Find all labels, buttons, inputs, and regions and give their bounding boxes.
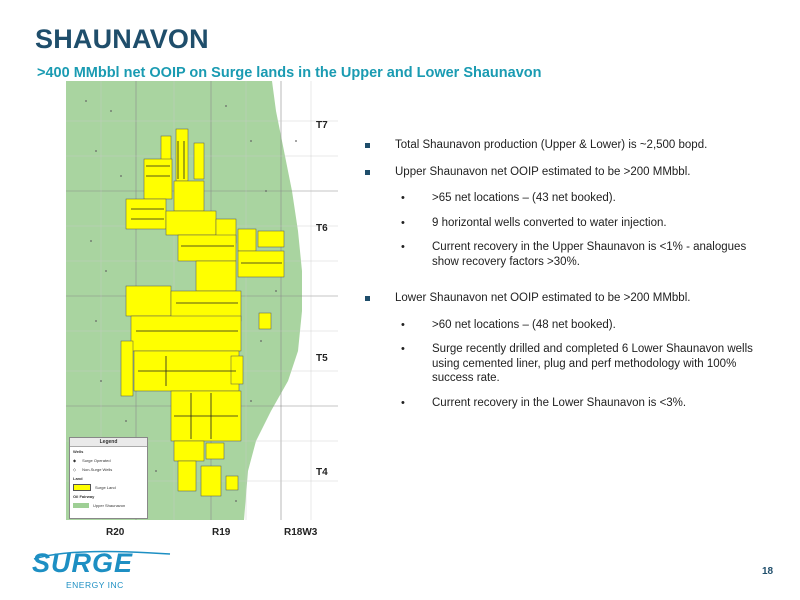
bullet-item: Upper Shaunavon net OOIP estimated to be >200 MMbbl. xyxy=(365,165,765,180)
well-symbol-icon: ◇ xyxy=(73,467,77,472)
swatch-surge-land xyxy=(73,484,91,491)
dot-bullet-icon: • xyxy=(401,241,405,253)
range-label: R20 xyxy=(106,527,125,538)
swatch-upper-shaunavon xyxy=(73,503,89,508)
dot-bullet-icon: • xyxy=(401,343,405,355)
square-bullet-icon xyxy=(365,296,370,301)
slide-subtitle: >400 MMbbl net OOIP on Surge lands in the Upper and Lower Shaunavon xyxy=(37,65,542,81)
logo-subtitle: ENERGY INC xyxy=(66,580,124,590)
legend-item: Upper Shaunavon xyxy=(70,501,147,510)
page-number: 18 xyxy=(762,566,774,577)
legend-item: ◇ Non-Surge Wells xyxy=(73,467,113,472)
legend-title: Legend xyxy=(70,438,147,447)
square-bullet-icon xyxy=(365,170,370,175)
township-label: T7 xyxy=(316,120,328,131)
township-label: T5 xyxy=(316,353,328,364)
surge-logo xyxy=(32,548,134,590)
dot-bullet-icon: • xyxy=(401,318,405,331)
logo-swoosh-icon xyxy=(32,550,172,560)
range-label: R19 xyxy=(212,527,231,538)
bullet-item: Total Shaunavon production (Upper & Lower) is ~2,500 bopd. xyxy=(365,138,765,153)
sub-bullet-item: • Surge recently drilled and completed 6 Lower Shaunavon wells using cemented liner, plug and perf methodology with 100% success rate. xyxy=(401,343,753,384)
legend-heading: Wells xyxy=(73,449,84,454)
sub-bullet-item: • Current recovery in the Lower Shaunavon is <3%. xyxy=(401,396,687,409)
range-label: R18W3 xyxy=(284,527,318,538)
township-label: T6 xyxy=(316,223,328,234)
sub-bullet-item: • Current recovery in the Upper Shaunavon is <1% - analogues show recovery factors >30%. xyxy=(401,241,747,268)
logo-wordmark: SURGE xyxy=(32,548,134,578)
bullet-item: Lower Shaunavon net OOIP estimated to be >200 MMbbl. xyxy=(365,291,765,306)
legend-item: ◆ Surge Operated xyxy=(73,458,111,463)
township-label: T4 xyxy=(316,467,328,478)
square-bullet-icon xyxy=(365,143,370,148)
dot-bullet-icon: • xyxy=(401,396,405,409)
map-legend xyxy=(69,437,148,519)
well-symbol-icon: ◆ xyxy=(73,458,77,463)
legend-heading: Oil Fairway xyxy=(73,494,95,499)
legend-heading: Land xyxy=(73,476,83,481)
sub-bullet-item: • >60 net locations – (48 net booked). xyxy=(401,318,616,331)
bullet-list xyxy=(365,138,765,420)
dot-bullet-icon: • xyxy=(401,192,405,204)
dot-bullet-icon: • xyxy=(401,216,405,229)
slide-title: SHAUNAVON xyxy=(35,24,209,54)
legend-item: Surge Land xyxy=(70,483,147,492)
sub-bullet-item: • >65 net locations – (43 net booked). xyxy=(401,192,616,204)
sub-bullet-item: • 9 horizontal wells converted to water injection. xyxy=(401,216,667,229)
